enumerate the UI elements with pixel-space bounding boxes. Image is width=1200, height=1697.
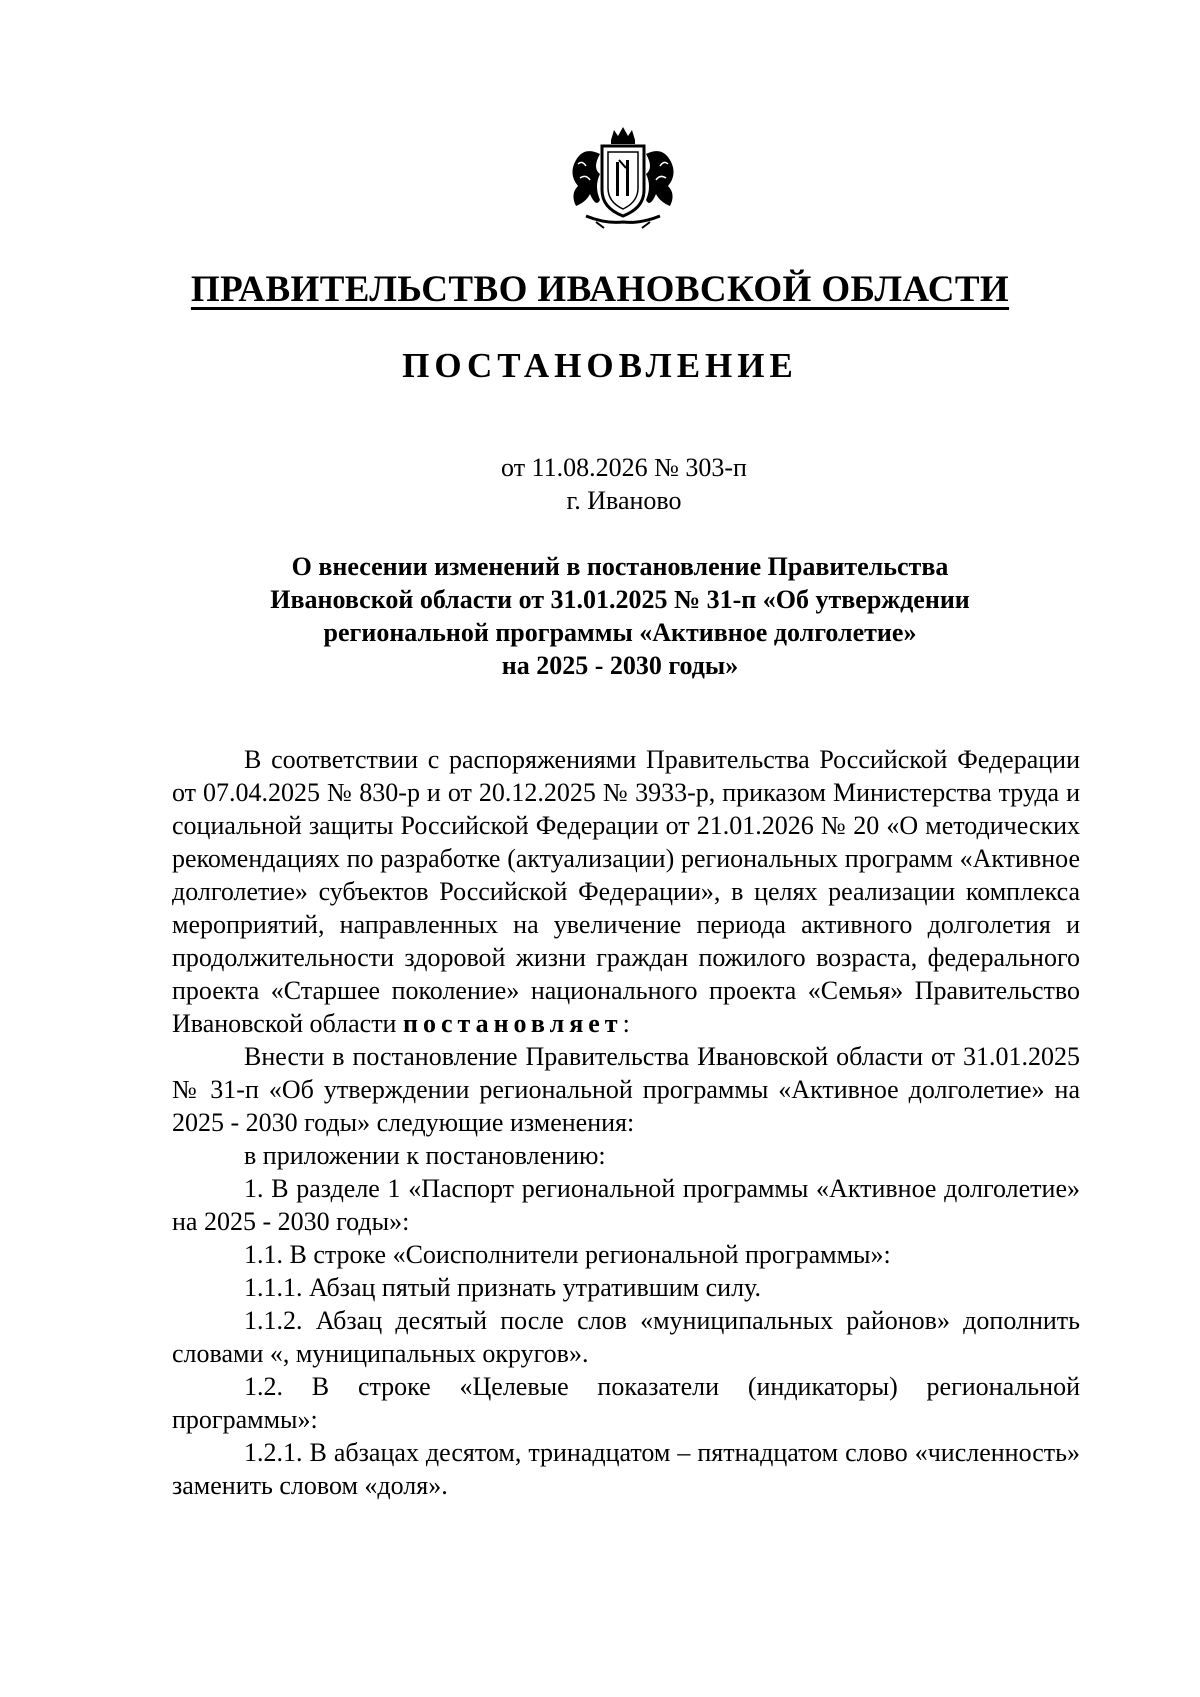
subject-line: на 2025 - 2030 годы» [501,651,739,680]
document-place: г. Иваново [566,486,682,515]
subject-line: региональной программы «Активное долголетие» [323,618,917,647]
document-type-heading: ПОСТАНОВЛЕНИЕ [402,346,798,385]
document-subject [160,550,1080,682]
paragraph-item-1-1: 1.1. В строке «Соисполнители региональной программы»: [244,1240,891,1269]
document-date-number: от 11.08.2026 № 303-п [501,453,747,482]
resolves-word: постановляет [402,1009,623,1038]
paragraph-annex: в приложении к постановлению: [244,1141,606,1170]
paragraph-item-1-1-2: 1.1.2. Абзац десятый после слов «муниципальных районов» дополнить словами «, муниципальных округов». [172,1306,1080,1368]
document-body [172,743,1080,1502]
paragraph-item-1-2-1: 1.2.1. В абзацах десятом, тринадцатом – пятнадцатом слово «численность» заменить словом «доля». [172,1438,1080,1500]
preamble-end: : [622,1009,630,1038]
coat-of-arms-emblem-icon [556,124,690,230]
paragraph-item-1-1-1: 1.1.1. Абзац пятый признать утратившим силу. [244,1273,761,1302]
subject-line: О внесении изменений в постановление Правительства [291,552,949,581]
paragraph-amend: Внести в постановление Правительства Ивановской области от 31.01.2025 № 31-п «Об утверждении региональной программы «Активное долголетие» на 2025 - 2030 годы» следующие изменения: [172,1042,1080,1137]
preamble-text: В соответствии с распоряжениями Правительства Российской Федерации от 07.04.2025 № 830-р и от 20.12.2025 № 3933-р, приказом Министерства труда и социальной защиты Российской Федерации от 21.01.2026 № 20 «О методических рекомендациях по разработке (актуализации) региональных программ «Активное долголетие» субъектов Российской Федерации», в целях реализации комплекса мероприятий, направленных на увеличение периода активного долголетия и продолжительности здоровой жизни граждан пожилого возраста, федерального проекта «Старшее поколение» национального проекта «Семья» Правительство Ивановской области [172,745,1080,1038]
paragraph-item-1-2: 1.2. В строке «Целевые показатели (индикаторы) региональной программы»: [172,1372,1080,1434]
government-title: ПРАВИТЕЛЬСТВО ИВАНОВСКОЙ ОБЛАСТИ [190,269,1010,310]
subject-line: Ивановской области от 31.01.2025 № 31-п «Об утверждении [270,585,970,614]
paragraph-item-1: 1. В разделе 1 «Паспорт региональной программы «Активное долголетие» на 2025 - 2030 годы»: [172,1174,1080,1236]
paragraph-preamble [172,743,1080,1040]
